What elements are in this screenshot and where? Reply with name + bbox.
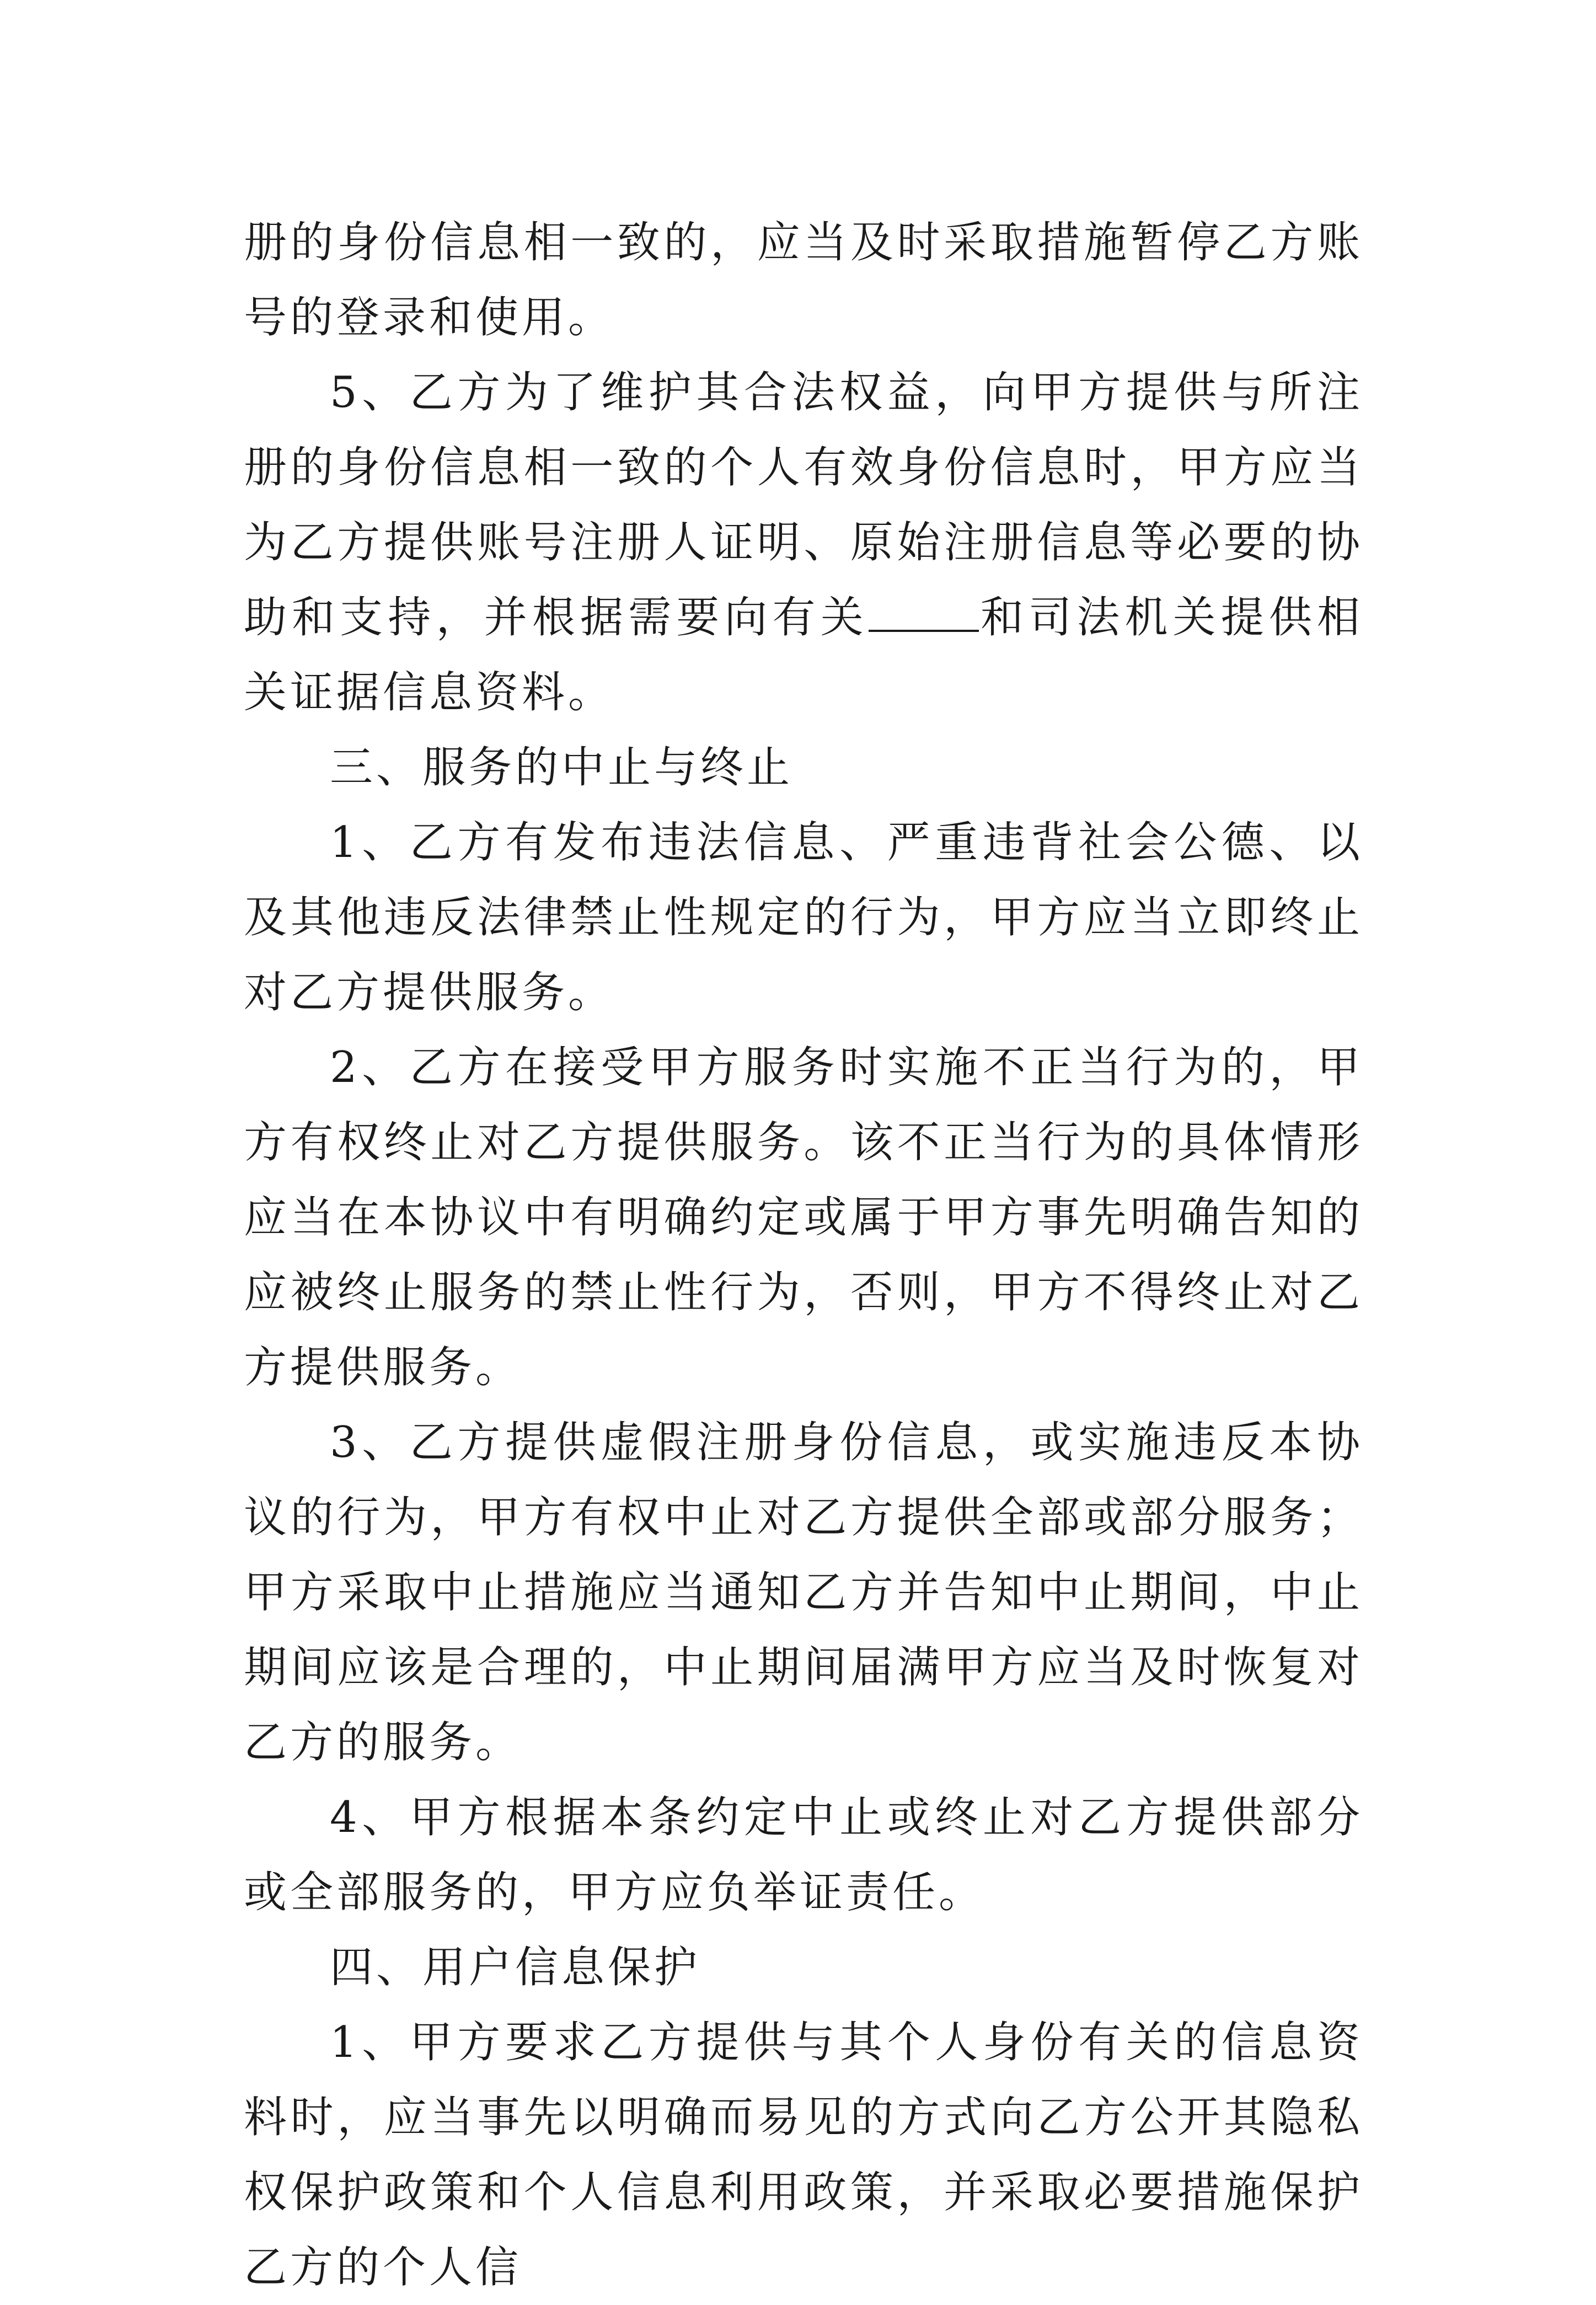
heading-text: 三、服务的中止与终止 [330, 743, 794, 792]
document-body [244, 205, 1363, 2305]
paragraph-continuation [244, 205, 1363, 355]
paragraph-text: 3、乙方提供虚假注册身份信息，或实施违反本协议的行为，甲方有权中止对乙方提供全部或部分服务；甲方采取中止措施应当通知乙方并告知中止期间，中止期间应该是合理的，中止期间届满甲方应当及时恢复对乙方的服务。 [244, 1418, 1363, 1767]
paragraph-item-1 [244, 805, 1363, 1030]
paragraph-item-5 [244, 355, 1363, 730]
section-heading-4 [244, 1930, 1363, 2005]
paragraph-text: 5、乙方为了维护其合法权益，向甲方提供与所注册的身份信息相一致的个人有效身份信息时，甲方应当为乙方提供账号注册人证明、原始注册信息等必要的协助和支持，并根据需要向有关 [244, 368, 1363, 642]
paragraph-item-4 [244, 1780, 1363, 1930]
paragraph-text: 册的身份信息相一致的，应当及时采取措施暂停乙方账号的登录和使用。 [244, 218, 1363, 342]
paragraph-item-2 [244, 1030, 1363, 1405]
paragraph-text: 2、乙方在接受甲方服务时实施不正当行为的，甲方有权终止对乙方提供服务。该不正当行为的具体情形应当在本协议中有明确约定或属于甲方事先明确告知的应被终止服务的禁止性行为，否则，甲方不得终止对乙方提供服务。 [244, 1043, 1363, 1392]
fill-in-blank [869, 591, 979, 632]
paragraph-text: 和司法机关提供相关证据信息资料。 [244, 593, 1363, 717]
section-heading-3 [244, 730, 1363, 805]
paragraph-text: 1、甲方要求乙方提供与其个人身份有关的信息资料时，应当事先以明确而易见的方式向乙方公开其隐私权保护政策和个人信息利用政策，并采取必要措施保护乙方的个人信 [244, 2018, 1363, 2292]
heading-text: 四、用户信息保护 [330, 1943, 701, 1992]
paragraph-text: 1、乙方有发布违法信息、严重违背社会公德、以及其他违反法律禁止性规定的行为，甲方应当立即终止对乙方提供服务。 [244, 818, 1363, 1017]
paragraph-text: 4、甲方根据本条约定中止或终止对乙方提供部分或全部服务的，甲方应负举证责任。 [244, 1793, 1363, 1917]
paragraph-item-1-privacy [244, 2005, 1363, 2305]
paragraph-item-3 [244, 1405, 1363, 1780]
